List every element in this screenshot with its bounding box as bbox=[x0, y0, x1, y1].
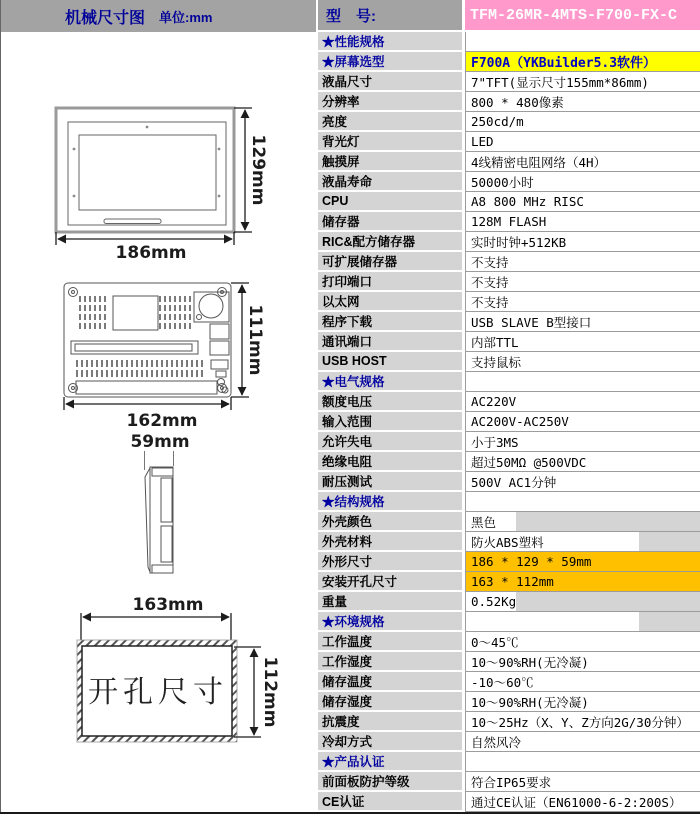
cutout-width-label: 163mm bbox=[132, 595, 204, 615]
spec-row-value: 符合IP65要求 bbox=[465, 772, 700, 792]
spec-row-label: 储存器 bbox=[318, 212, 465, 232]
spec-row-value: 小于3MS bbox=[465, 432, 700, 452]
spec-row-label: 分辨率 bbox=[318, 92, 465, 112]
side-view-drawing bbox=[130, 432, 189, 573]
front-view-drawing bbox=[56, 108, 268, 263]
spec-row-label: 液晶尺寸 bbox=[318, 72, 465, 92]
model-value: TFM-26MR-4MTS-F700-FX-C bbox=[465, 0, 700, 32]
spec-row bbox=[318, 552, 700, 572]
spec-row-label: ★产品认证 bbox=[318, 752, 465, 772]
spec-row bbox=[318, 612, 700, 632]
spec-row-value bbox=[465, 32, 700, 52]
spec-row-label: 亮度 bbox=[318, 112, 465, 132]
spec-row-value: AC220V bbox=[465, 392, 700, 412]
spec-row-label: 安装开孔尺寸 bbox=[318, 572, 465, 592]
front-width-label: 186mm bbox=[115, 243, 187, 263]
spec-row bbox=[318, 92, 700, 112]
spec-row-label: 通讯端口 bbox=[318, 332, 465, 352]
spec-row bbox=[318, 72, 700, 92]
spec-row-label: 程序下载 bbox=[318, 312, 465, 332]
spec-row-label: 外壳颜色 bbox=[318, 512, 465, 532]
model-label: 型 号: bbox=[318, 0, 465, 32]
rear-height-label: 111mm bbox=[245, 304, 265, 376]
spec-table bbox=[318, 0, 700, 814]
spec-rows bbox=[318, 32, 700, 812]
spec-row bbox=[318, 232, 700, 252]
spec-row-label: ★屏幕选型 bbox=[318, 52, 465, 72]
spec-row bbox=[318, 532, 700, 552]
spec-row bbox=[318, 252, 700, 272]
spec-row-value bbox=[465, 372, 700, 392]
spec-row-value: 10～90%RH(无冷凝) bbox=[465, 692, 700, 712]
spec-row-value: 250cd/m bbox=[465, 112, 700, 132]
spec-row-label: CPU bbox=[318, 192, 465, 212]
spec-row-value: 防火ABS塑料 bbox=[465, 532, 700, 552]
spec-row bbox=[318, 492, 700, 512]
spec-row-value: 7"TFT(显示尺寸155mm*86mm) bbox=[465, 72, 700, 92]
spec-row bbox=[318, 192, 700, 212]
spec-row-label: 储存温度 bbox=[318, 672, 465, 692]
spec-row bbox=[318, 652, 700, 672]
spec-row-value: 10～90%RH(无冷凝) bbox=[465, 652, 700, 672]
spec-row bbox=[318, 752, 700, 772]
spec-row bbox=[318, 352, 700, 372]
spec-row-label: USB HOST bbox=[318, 352, 465, 372]
spec-row bbox=[318, 112, 700, 132]
spec-row bbox=[318, 52, 700, 72]
spec-row bbox=[318, 452, 700, 472]
spec-row-label: 绝缘电阻 bbox=[318, 452, 465, 472]
spec-row bbox=[318, 292, 700, 312]
spec-row-label: 额度电压 bbox=[318, 392, 465, 412]
spec-row-value: 内部TTL bbox=[465, 332, 700, 352]
spec-row-value bbox=[465, 752, 700, 772]
spec-row-value: 不支持 bbox=[465, 272, 700, 292]
front-height-label: 129mm bbox=[248, 134, 268, 206]
spec-row-value: A8 800 MHz RISC bbox=[465, 192, 700, 212]
spec-row-label: 外形尺寸 bbox=[318, 552, 465, 572]
cutout-height-dimension bbox=[234, 647, 261, 737]
spec-row-label: 输入范围 bbox=[318, 412, 465, 432]
spec-row-label: 重量 bbox=[318, 592, 465, 612]
spec-row bbox=[318, 312, 700, 332]
spec-row-value: 4线精密电阻网络（4H） bbox=[465, 152, 700, 172]
spec-row-value: F700A（YKBuilder5.3软件） bbox=[465, 52, 700, 72]
spec-row-label: 抗震度 bbox=[318, 712, 465, 732]
spec-row-value: 50000小时 bbox=[465, 172, 700, 192]
spec-row bbox=[318, 172, 700, 192]
cutout-height-label: 112mm bbox=[260, 656, 280, 728]
spec-row bbox=[318, 672, 700, 692]
spec-row bbox=[318, 152, 700, 172]
spec-row-value: 不支持 bbox=[465, 252, 700, 272]
spec-row-label: 打印端口 bbox=[318, 272, 465, 292]
rear-width-dimension bbox=[64, 397, 231, 410]
spec-row-label: 可扩展储存器 bbox=[318, 252, 465, 272]
drawing-panel-title: 机械尺寸图 bbox=[65, 9, 146, 27]
spec-row-value: USB SLAVE B型接口 bbox=[465, 312, 700, 332]
spec-row-label: 储存湿度 bbox=[318, 692, 465, 712]
spec-row-label: 触摸屏 bbox=[318, 152, 465, 172]
cutout-caption: 开孔尺寸 bbox=[88, 675, 228, 710]
spec-row-value: 通过CE认证（EN61000-6-2:200S） bbox=[465, 792, 700, 812]
spec-row-value: 0.52Kg bbox=[465, 592, 700, 612]
spec-row-label: ★环境规格 bbox=[318, 612, 465, 632]
spec-row bbox=[318, 792, 700, 812]
spec-row-label: 工作温度 bbox=[318, 632, 465, 652]
spec-row-label: 液晶寿命 bbox=[318, 172, 465, 192]
rear-view-drawing bbox=[64, 283, 265, 431]
spec-row-value: 超过50MΩ @500VDC bbox=[465, 452, 700, 472]
spec-row-value: 支持鼠标 bbox=[465, 352, 700, 372]
spec-row-label: 允许失电 bbox=[318, 432, 465, 452]
spec-row bbox=[318, 512, 700, 532]
spec-row bbox=[318, 212, 700, 232]
spec-row bbox=[318, 772, 700, 792]
drawing-panel-unit: 单位:mm bbox=[159, 9, 213, 25]
spec-row bbox=[318, 32, 700, 52]
spec-row-label: 工作湿度 bbox=[318, 652, 465, 672]
spec-row-label: ★性能规格 bbox=[318, 32, 465, 52]
spec-row-value: 186 * 129 * 59mm bbox=[465, 552, 700, 572]
spec-row-label: 耐压测试 bbox=[318, 472, 465, 492]
spec-row-label: 外壳材料 bbox=[318, 532, 465, 552]
spec-row-value: 黑色 bbox=[465, 512, 700, 532]
spec-row bbox=[318, 132, 700, 152]
spec-row-value: 128M FLASH bbox=[465, 212, 700, 232]
spec-row bbox=[318, 712, 700, 732]
spec-row-value bbox=[465, 492, 700, 512]
spec-row-value: 800 * 480像素 bbox=[465, 92, 700, 112]
drawing-panel-header bbox=[1, 0, 318, 32]
spec-row-label: CE认证 bbox=[318, 792, 465, 812]
spec-row-label: 背光灯 bbox=[318, 132, 465, 152]
spec-row-label: 前面板防护等级 bbox=[318, 772, 465, 792]
spec-row bbox=[318, 692, 700, 712]
dimension-drawings-svg bbox=[1, 32, 319, 814]
spec-row-value: 实时时钟+512KB bbox=[465, 232, 700, 252]
spec-row bbox=[318, 632, 700, 652]
spec-row-label: ★结构规格 bbox=[318, 492, 465, 512]
spec-row bbox=[318, 412, 700, 432]
spec-row-value: LED bbox=[465, 132, 700, 152]
spec-row bbox=[318, 732, 700, 752]
spec-row-value: 500V AC1分钟 bbox=[465, 472, 700, 492]
model-row bbox=[318, 0, 700, 32]
rear-width-label: 162mm bbox=[126, 411, 198, 431]
spec-row-value: 163 * 112mm bbox=[465, 572, 700, 592]
spec-row bbox=[318, 272, 700, 292]
spec-row-value: -10～60℃ bbox=[465, 672, 700, 692]
drawings-area bbox=[1, 32, 319, 814]
spec-row bbox=[318, 392, 700, 412]
spec-row-label: 冷却方式 bbox=[318, 732, 465, 752]
mechanical-drawing-panel bbox=[0, 0, 318, 814]
spec-row bbox=[318, 432, 700, 452]
spec-row-value bbox=[465, 612, 700, 632]
side-width-label: 59mm bbox=[130, 432, 190, 452]
cutout-view-drawing bbox=[77, 595, 280, 742]
spec-row-value: AC200V-AC250V bbox=[465, 412, 700, 432]
spec-row-value: 自然风冷 bbox=[465, 732, 700, 752]
spec-row bbox=[318, 572, 700, 592]
spec-row-label: ★电气规格 bbox=[318, 372, 465, 392]
spec-row-value: 10～25Hz（X、Y、Z方向2G/30分钟） bbox=[465, 712, 700, 732]
spec-row bbox=[318, 372, 700, 392]
spec-row bbox=[318, 472, 700, 492]
spec-row-label: 以太网 bbox=[318, 292, 465, 312]
spec-row-label: RIC&配方储存器 bbox=[318, 232, 465, 252]
spec-row bbox=[318, 332, 700, 352]
spec-row-value: 0～45℃ bbox=[465, 632, 700, 652]
spec-row-value: 不支持 bbox=[465, 292, 700, 312]
spec-row bbox=[318, 592, 700, 612]
